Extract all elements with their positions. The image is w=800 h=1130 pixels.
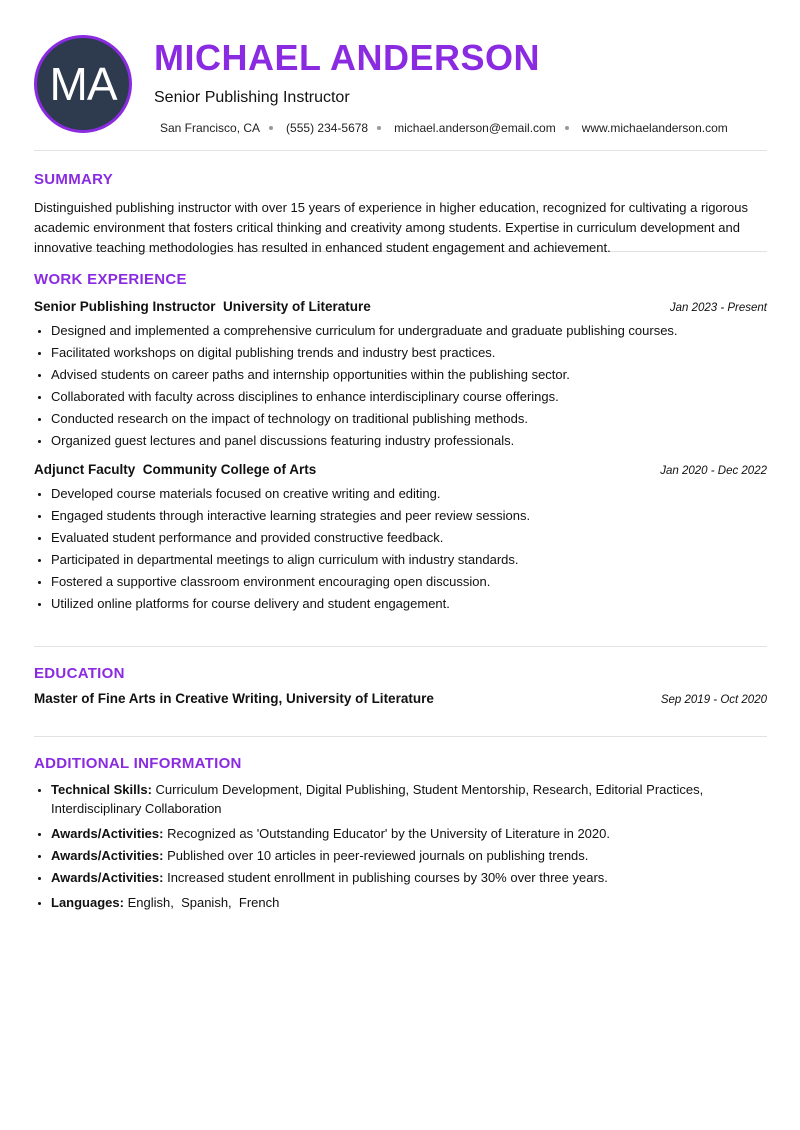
job-bullets (34, 483, 767, 615)
job-header (34, 462, 767, 477)
list-item: • Conducted research on the impact of technology on traditional publishing methods. (51, 408, 767, 430)
contact-website: www.michaelanderson.com (581, 121, 728, 135)
list-item (51, 824, 767, 843)
job-date: Jan 2020 - Dec 2022 (660, 465, 767, 477)
contact-phone: (555) 234-5678 (286, 121, 369, 135)
avatar (34, 35, 132, 133)
list-item: • Utilized online platforms for course delivery and student engagement. (51, 593, 767, 615)
contact-email: michael.anderson@email.com (394, 121, 556, 135)
resume-header (34, 0, 767, 151)
item-label: Languages: (51, 895, 124, 910)
degree-title: Master of Fine Arts in Creative Writing, University of Literature (34, 691, 434, 706)
work-experience-section (34, 252, 767, 647)
list-item: • Fostered a supportive classroom environment encouraging open discussion. (51, 571, 767, 593)
list-item: • Organized guest lectures and panel discussions featuring industry professionals. (51, 430, 767, 452)
item-text: English, Spanish, French (127, 895, 280, 910)
list-item: • Participated in departmental meetings to align curriculum with industry standards. (51, 549, 767, 571)
list-item (51, 780, 767, 818)
summary-section (34, 151, 767, 255)
contact-info (160, 121, 728, 135)
work-experience-heading: WORK EXPERIENCE (34, 271, 187, 288)
item-text: Recognized as 'Outstanding Educator' by the University of Literature in 2020. (167, 826, 610, 841)
list-item (51, 846, 767, 865)
separator-dot-icon (269, 126, 273, 130)
job-date: Jan 2023 - Present (669, 302, 767, 314)
additional-information-section (34, 737, 767, 912)
candidate-title: Senior Publishing Instructor (154, 89, 350, 106)
item-text: Curriculum Development, Digital Publishing, Student Mentorship, Research, Editorial Practices, Interdisciplinary Collaboration (51, 782, 704, 816)
summary-heading: SUMMARY (34, 171, 114, 188)
additional-information-heading: ADDITIONAL INFORMATION (34, 755, 242, 772)
list-item: • Evaluated student performance and provided constructive feedback. (51, 527, 767, 549)
list-item: • Collaborated with faculty across disciplines to enhance interdisciplinary course offerings. (51, 386, 767, 408)
list-item: • Facilitated workshops on digital publishing trends and industry best practices. (51, 342, 767, 364)
education-entry (34, 691, 767, 706)
list-item: • Advised students on career paths and internship opportunities within the publishing sector. (51, 364, 767, 386)
education-section (34, 647, 767, 737)
list-item (51, 868, 767, 887)
avatar-initials: MA (49, 58, 117, 110)
additional-list (34, 780, 767, 912)
education-heading: EDUCATION (34, 665, 125, 682)
job-title: Adjunct Faculty Community College of Arts (34, 462, 317, 477)
list-item: • Designed and implemented a comprehensive curriculum for undergraduate and graduate publishing courses. (51, 320, 767, 342)
list-item: • Developed course materials focused on creative writing and editing. (51, 483, 767, 505)
separator-dot-icon (565, 126, 569, 130)
item-label: Awards/Activities: (51, 826, 164, 841)
job-bullets (34, 320, 767, 452)
job-title: Senior Publishing Instructor University of Literature (34, 299, 371, 314)
separator-dot-icon (377, 126, 381, 130)
education-date: Sep 2019 - Oct 2020 (660, 694, 767, 706)
list-item: • Engaged students through interactive learning strategies and peer review sessions. (51, 505, 767, 527)
candidate-name: MICHAEL ANDERSON (154, 37, 541, 78)
item-label: Technical Skills: (51, 782, 152, 797)
contact-location: San Francisco, CA (160, 121, 261, 135)
job-header (34, 299, 767, 314)
list-item (51, 893, 767, 912)
item-label: Awards/Activities: (51, 870, 164, 885)
item-label: Awards/Activities: (51, 848, 164, 863)
item-text: Increased student enrollment in publishing courses by 30% over three years. (167, 870, 608, 885)
summary-text: Distinguished publishing instructor with over 15 years of experience in higher education, recognized for cultivating a rigorous academic environment that fosters critical thinking and creativity among students. Expertise in curriculum development and innovative teaching methodologies has resulted in enhanced student engagement and achievement. (34, 200, 748, 255)
item-text: Published over 10 articles in peer-reviewed journals on publishing trends. (167, 848, 589, 863)
